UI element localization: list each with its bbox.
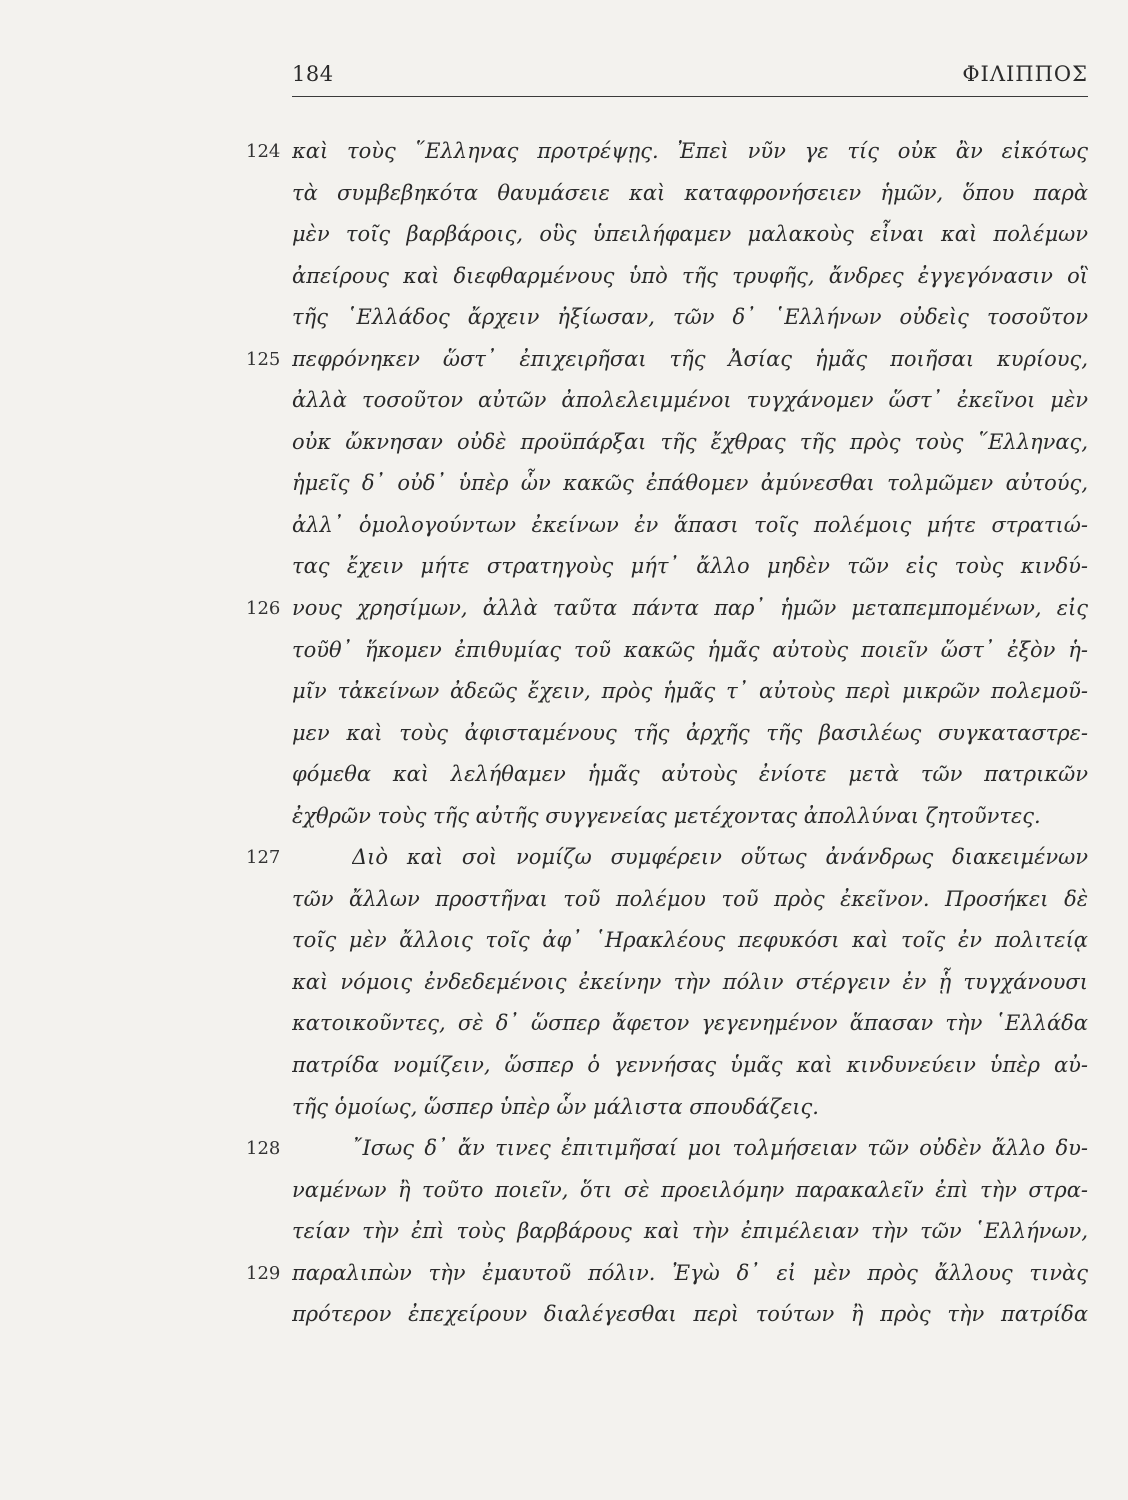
section-number: 126 xyxy=(246,598,281,620)
line-text: ἀλλ᾽ ὁμολογούντων ἐκείνων ἐν ἅπασι τοῖς πολέμοις μήτε στρατιώ- xyxy=(292,512,1088,537)
text-line xyxy=(0,173,1128,215)
section-number: 129 xyxy=(246,1262,281,1284)
text-line xyxy=(0,546,1128,588)
text-line xyxy=(0,339,1128,381)
line-text: φόμεθα καὶ λελήθαμεν ἡμᾶς αὐτοὺς ἐνίοτε μετὰ τῶν πατρικῶν xyxy=(292,762,1088,787)
line-text: κατοικοῦντες, σὲ δ᾽ ὥσπερ ἄφετον γεγενημένον ἅπασαν τὴν ῾Ελλάδα xyxy=(292,1011,1088,1036)
line-text: μεν καὶ τοὺς ἀφισταμένους τῆς ἀρχῆς τῆς βασιλέως συγκαταστρε- xyxy=(292,720,1088,745)
line-text: οὐκ ὤκνησαν οὐδὲ προϋπάρξαι τῆς ἔχθρας τῆς πρὸς τοὺς ῞Ελληνας, xyxy=(292,429,1088,454)
line-text: ναμένων ἢ τοῦτο ποιεῖν, ὅτι σὲ προειλόμην παρακαλεῖν ἐπὶ τὴν στρα- xyxy=(292,1177,1088,1202)
page-header xyxy=(292,62,1088,98)
line-text: τῆς ὁμοίως, ὥσπερ ὑπὲρ ὧν μάλιστα σπουδάζεις. xyxy=(292,1094,819,1119)
line-text: Διὸ καὶ σοὶ νομίζω συμφέρειν οὕτως ἀνάνδρως διακειμένων xyxy=(352,845,1088,870)
section-number: 124 xyxy=(246,141,281,162)
text-line xyxy=(0,1211,1128,1253)
line-text: πρότερον ἐπεχείρουν διαλέγεσθαι περὶ τούτων ἢ πρὸς τὴν πατρίδα xyxy=(292,1302,1088,1327)
line-text: τῶν ἄλλων προστῆναι τοῦ πολέμου τοῦ πρὸς ἐκεῖνον. Προσήκει δὲ xyxy=(292,886,1088,911)
line-text: τὰ συμβεβηκότα θαυμάσειε καὶ καταφρονήσειεν ἡμῶν, ὅπου παρὰ xyxy=(292,180,1088,205)
line-text: μῖν τἀκείνων ἀδεῶς ἔχειν, πρὸς ἡμᾶς τ᾽ αὐτοὺς περὶ μικρῶν πολεμοῦ- xyxy=(292,679,1088,704)
running-title: ΦΙΛΙΠΠΟΣ xyxy=(962,62,1088,86)
line-text: ῎Ισως δ᾽ ἄν τινες ἐπιτιμῆσαί μοι τολμήσειαν τῶν οὐδὲν ἄλλο δυ- xyxy=(352,1136,1088,1161)
text-line xyxy=(0,588,1128,630)
text-line xyxy=(0,630,1128,672)
line-text: νους χρησίμων, ἀλλὰ ταῦτα πάντα παρ᾽ ἡμῶν μεταπεμπομένων, εἰς xyxy=(292,596,1088,621)
section-number: 127 xyxy=(246,847,281,869)
text-line xyxy=(0,1003,1128,1045)
line-text: πατρίδα νομίζειν, ὥσπερ ὁ γεννήσας ὑμᾶς καὶ κινδυνεύειν ὑπὲρ αὐ- xyxy=(292,1053,1088,1078)
text-line xyxy=(0,713,1128,755)
line-text: τοῖς μὲν ἄλλοις τοῖς ἀφ᾽ ῾Ηρακλέους πεφυκόσι καὶ τοῖς ἐν πολιτείᾳ xyxy=(292,928,1088,953)
text-line xyxy=(0,796,1128,838)
text-line xyxy=(0,422,1128,464)
text-line xyxy=(0,671,1128,713)
line-text: τῆς ῾Ελλάδος ἄρχειν ἠξίωσαν, τῶν δ᾽ ῾Ελλήνων οὐδεὶς τοσοῦτον xyxy=(292,305,1088,330)
line-text: ἀπείρους καὶ διεφθαρμένους ὑπὸ τῆς τρυφῆς, ἄνδρες ἐγγεγόνασιν οἳ xyxy=(292,263,1088,288)
line-text: τείαν τὴν ἐπὶ τοὺς βαρβάρους καὶ τὴν ἐπιμέλειαν τὴν τῶν ῾Ελλήνων, xyxy=(292,1219,1088,1244)
text-line xyxy=(0,297,1128,339)
line-text: καὶ τοὺς ῞Ελληνας προτρέψῃς. Ἐπεὶ νῦν γε τίς οὐκ ἂν εἰκότως xyxy=(292,139,1088,163)
text-line xyxy=(0,1294,1128,1336)
line-text: πεφρόνηκεν ὥστ᾽ ἐπιχειρῆσαι τῆς Ἀσίας ἡμᾶς ποιῆσαι κυρίους, xyxy=(292,346,1088,371)
text-line xyxy=(0,1253,1128,1295)
text-line xyxy=(0,754,1128,796)
line-text: τας ἔχειν μήτε στρατηγοὺς μήτ᾽ ἄλλο μηδὲν τῶν εἰς τοὺς κινδύ- xyxy=(292,554,1088,579)
section-number: 125 xyxy=(246,348,281,370)
text-line xyxy=(0,131,1128,173)
text-line xyxy=(0,1170,1128,1212)
text-line xyxy=(0,1128,1128,1170)
text-line xyxy=(0,1087,1128,1129)
line-text: μὲν τοῖς βαρβάροις, οὓς ὑπειλήφαμεν μαλακοὺς εἶναι καὶ πολέμων xyxy=(292,222,1088,247)
line-text: καὶ νόμοις ἐνδεδεμένοις ἐκείνην τὴν πόλιν στέργειν ἐν ᾗ τυγχάνουσι xyxy=(292,969,1088,994)
text-line xyxy=(0,879,1128,921)
text-line xyxy=(0,962,1128,1004)
line-text: ἡμεῖς δ᾽ οὐδ᾽ ὑπὲρ ὧν κακῶς ἐπάθομεν ἀμύνεσθαι τολμῶμεν αὐτούς, xyxy=(292,471,1088,496)
text-line xyxy=(0,1045,1128,1087)
text-line xyxy=(0,837,1128,879)
text-line xyxy=(0,380,1128,422)
page-number: 184 xyxy=(292,62,334,86)
line-text: ἀλλὰ τοσοῦτον αὐτῶν ἀπολελειμμένοι τυγχάνομεν ὥστ᾽ ἐκεῖνοι μὲν xyxy=(292,388,1088,413)
line-text: τοῦθ᾽ ἥκομεν ἐπιθυμίας τοῦ κακῶς ἡμᾶς αὐτοὺς ποιεῖν ὥστ᾽ ἐξὸν ἡ- xyxy=(292,637,1088,662)
body-text xyxy=(0,131,1128,1336)
header-rule xyxy=(292,96,1088,97)
text-line xyxy=(0,920,1128,962)
line-text: παραλιπὼν τὴν ἐμαυτοῦ πόλιν. Ἐγὼ δ᾽ εἰ μὲν πρὸς ἄλλους τινὰς xyxy=(292,1260,1088,1285)
text-line xyxy=(0,505,1128,547)
line-text: ἐχθρῶν τοὺς τῆς αὐτῆς συγγενείας μετέχοντας ἀπολλύναι ζητοῦντες. xyxy=(292,803,1041,828)
text-line xyxy=(0,463,1128,505)
section-number: 128 xyxy=(246,1138,281,1160)
text-line xyxy=(0,214,1128,256)
text-line xyxy=(0,256,1128,298)
